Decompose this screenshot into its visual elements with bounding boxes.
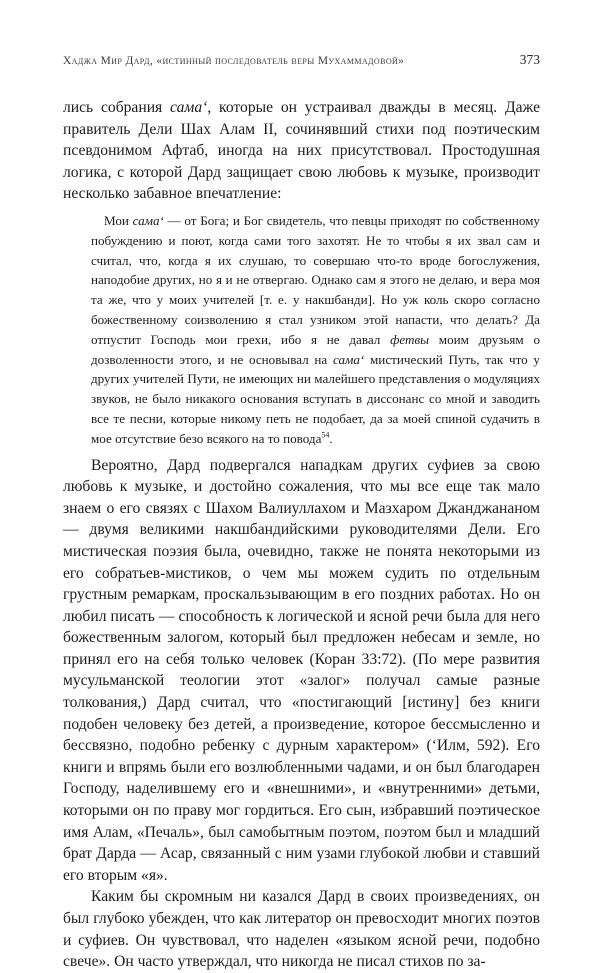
text-segment: , которые он устраивал дважды в месяц. Даже правитель Дели Шах Алам II, сочинявший стихи под поэтическим псевдонимом Афтаб, иногда на них присутствовал. Простодушная логика, с которой Дард защищает свою любовь к музыке, производит несколько забавное впечатление:: [63, 99, 540, 203]
italic-term: сама‘: [332, 351, 365, 367]
text-segment: — от Бога; и Бог свидетель, что певцы приходят по собственному побуждению и поют, когда сами того захотят. Не то чтобы я их звал сам и считал, что, когда я их слушаю, то совершаю что-то вроде богослужения, наподобие других, но я и не отвергаю. Однако сам я этого не делаю, и вера моя та же, что у моих учителей [т. е. у накшбанди]. Но уж коль скоро согласно божественному соизволению я стал узником этой напасти, что делать? Да отпустит Господь мои грехи, ибо я не давал: [91, 212, 540, 347]
italic-term: сама‘: [170, 99, 208, 116]
book-page: [63, 0, 540, 971]
text-segment: мистический Путь, так что у других учителей Пути, не имеющих ни малейшего представления о модуляциях звуков, не было никакого основания вступать в диссонанс со мной и заводить все те песни, которые никому петь не подобает, да за моей спиной судачить в мое отсутствие безо всякого на то повода: [91, 351, 540, 446]
italic-term: сама‘: [132, 212, 164, 228]
text-segment: лись собрания: [63, 99, 171, 116]
text-segment: .: [329, 430, 333, 446]
running-header: [63, 52, 540, 68]
page-body: [63, 97, 540, 973]
footnote-reference: 54: [321, 430, 330, 440]
page-number: 373: [519, 52, 540, 67]
block-quote: [91, 211, 540, 449]
paragraph: Вероятно, Дард подвергался нападкам других суфиев за свою любовь к музыке, и достойно сожаления, что мы все еще так мало знаем о его связях с Шахом Валиуллахом и Мазхаром Джанджананом — двумя великими накшбандийскими руководителями Дели. Его мистическая поэзия была, очевидно, также не понята некоторыми из его собратьев-мистиков, о чем мы можем судить по отдельным грустным ремаркам, проскальзывающим в его поздних работах. Но он любил писать — способность к логической и ясной речи была для него божественным залогом, который был предложен небесам и земле, но принял его на себя только человек (Коран 33:72). (По мере развития мусульманской теологии этот «залог» получал самые разные толкования,) Дард считал, что «постигающий [истину] без книги подобен человеку без детей, а произведение, которое бессмысленно и бессвязно, подобно ребенку с дурным характером» (‘Илм, 592). Его книги и впрямь были его возлюбленными чадами, и он был благодарен Господу, наделившему его и «внешними», и «внутренними» детьми, которыми он по праву мог гордиться. Его сын, избравший поэтическое имя Алам, «Печаль», был самобытным поэтом, поэтом был и младший брат Дарда — Асар, связанный с ним узами глубокой любви и ставший его вторым «я».: [63, 456, 540, 884]
paragraph-continuation: [63, 97, 540, 205]
text-segment: моим друзьям о дозволенности этого, и не основывал на: [91, 331, 540, 367]
running-title: Хаджа Мир Дард, «истинный последователь веры Мухаммадовой»: [63, 55, 405, 67]
text-segment: Мои: [104, 212, 133, 228]
italic-term: фетвы: [390, 331, 430, 347]
paragraph: Каким бы скромным ни казался Дард в своих произведениях, он был глубоко убежден, что как литератор он превосходит многих поэтов и суфиев. Он чувствовал, что наделен «языком ясной речи, подобно свече». Он часто утверждал, что никогда не писал стихов по за-: [63, 888, 540, 971]
